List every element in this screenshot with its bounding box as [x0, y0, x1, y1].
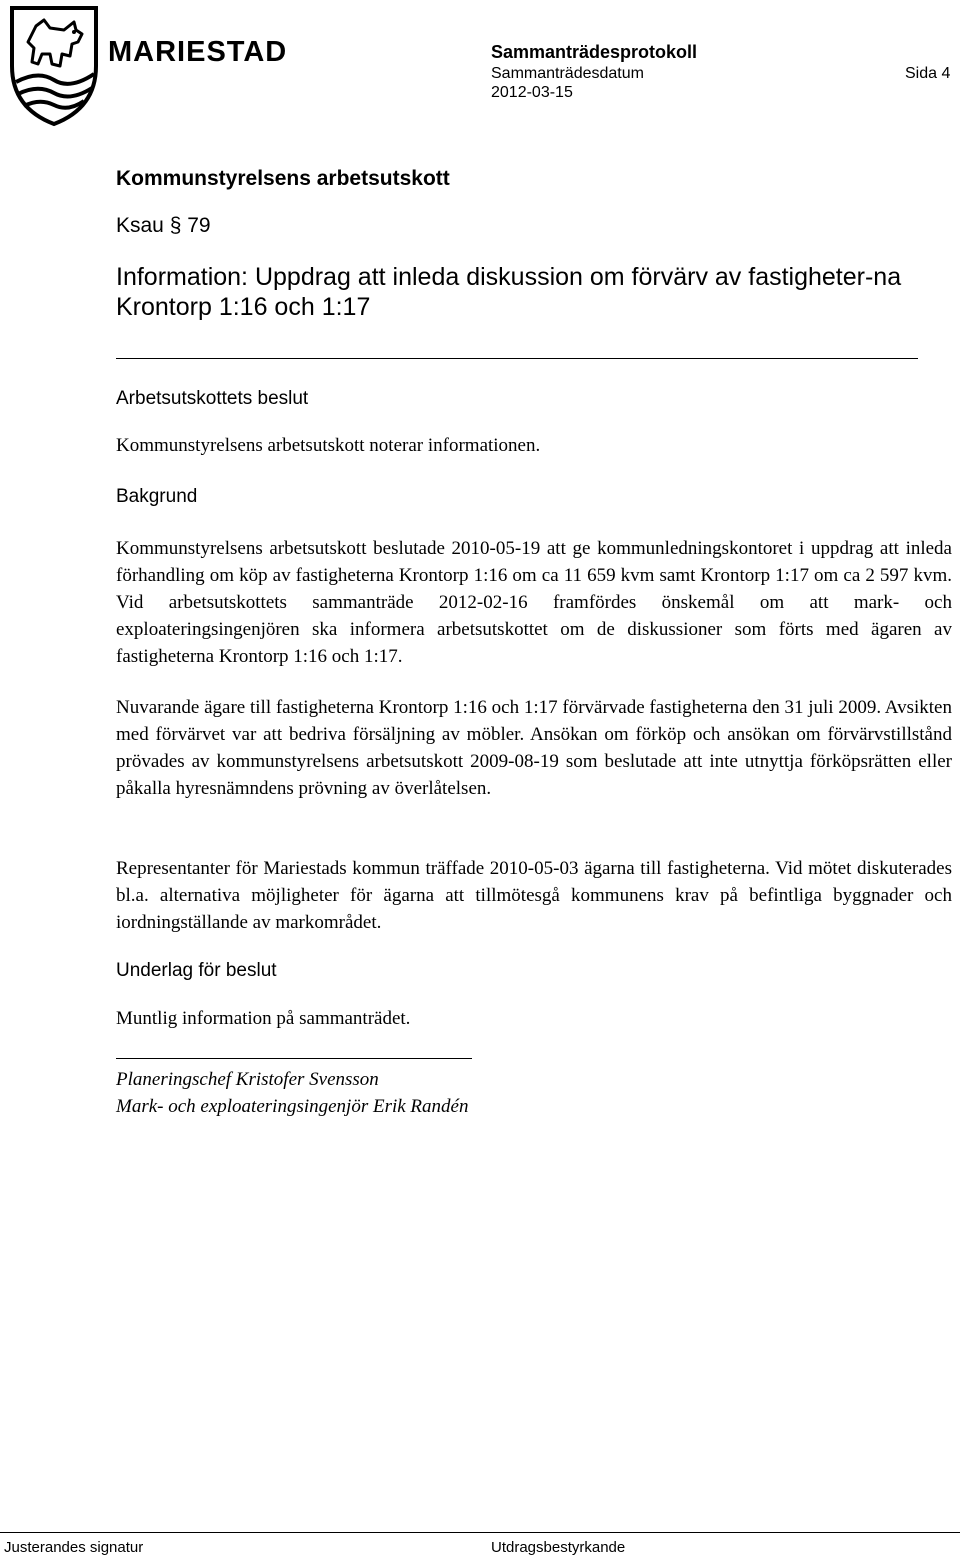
meeting-date: 2012-03-15: [491, 84, 573, 101]
basis-text: Muntlig information på sammanträdet.: [116, 1008, 411, 1029]
signature-line: Mark- och exploateringsingenjör Erik Randén: [116, 1096, 469, 1117]
page-title: Information: Uppdrag att inleda diskussion om förvärv av fastigheter-na Krontorp 1:16 och 1:17: [116, 263, 902, 321]
org-heading: Kommunstyrelsens arbetsutskott: [116, 167, 450, 190]
footer-divider: [0, 1532, 960, 1533]
background-heading: Bakgrund: [116, 486, 198, 507]
page-number: Sida 4: [905, 65, 951, 82]
signature-divider: [116, 1058, 472, 1059]
document-type: Sammanträdesprotokoll: [491, 42, 698, 62]
decision-heading: Arbetsutskottets beslut: [116, 388, 309, 409]
logo-wordmark: MARIESTAD: [108, 36, 288, 68]
footer-signature-label: Justerandes signatur: [4, 1539, 144, 1556]
section-id: Ksau § 79: [116, 214, 211, 237]
signature-line: Planeringschef Kristofer Svensson: [116, 1069, 379, 1090]
basis-heading: Underlag för beslut: [116, 960, 277, 981]
meeting-date-label: Sammanträdesdatum: [491, 65, 644, 82]
footer-certification-label: Utdragsbestyrkande: [491, 1539, 626, 1556]
background-paragraph: Representanter för Mariestads kommun träffade 2010-05-03 ägarna till fastigheterna. Vid mötet diskuterades bl.a. alternativa möjligheter för ägarna att tillmötesgå kommunens krav på befintliga byggnader och iordningställande av markområdet.: [116, 858, 952, 933]
background-paragraph: Nuvarande ägare till fastigheterna Krontorp 1:16 och 1:17 förvärvade fastigheterna den 31 juli 2009. Avsikten med förvärvet var att bedriva försäljning av möbler. Ansökan om förköp och ansökan om förvärvstillstånd prövades av kommunstyrelsens arbetsutskott 2009-08-19 som beslutade att inte utnyttja förköpsrätten eller påkalla hyresnämndens prövning av överlåtelsen.: [116, 697, 952, 799]
background-paragraph: Kommunstyrelsens arbetsutskott beslutade 2010-05-19 att ge kommunledningskontoret i uppdrag att inleda förhandling om köp av fastigheterna Krontorp 1:16 om ca 11 659 kvm samt Krontorp 1:17 om ca 2 597 kvm. Vid arbetsutskottets sammanträde 2012-02-16 framfördes önskemål om att mark- och exploateringsingenjören ska informera arbetsutskottet om de diskussioner som förts med ägaren av fastigheterna Krontorp 1:16 och 1:17.: [116, 538, 952, 667]
title-divider: [116, 358, 918, 359]
municipal-coat-of-arms-icon: [8, 4, 100, 128]
decision-text: Kommunstyrelsens arbetsutskott noterar informationen.: [116, 435, 541, 456]
